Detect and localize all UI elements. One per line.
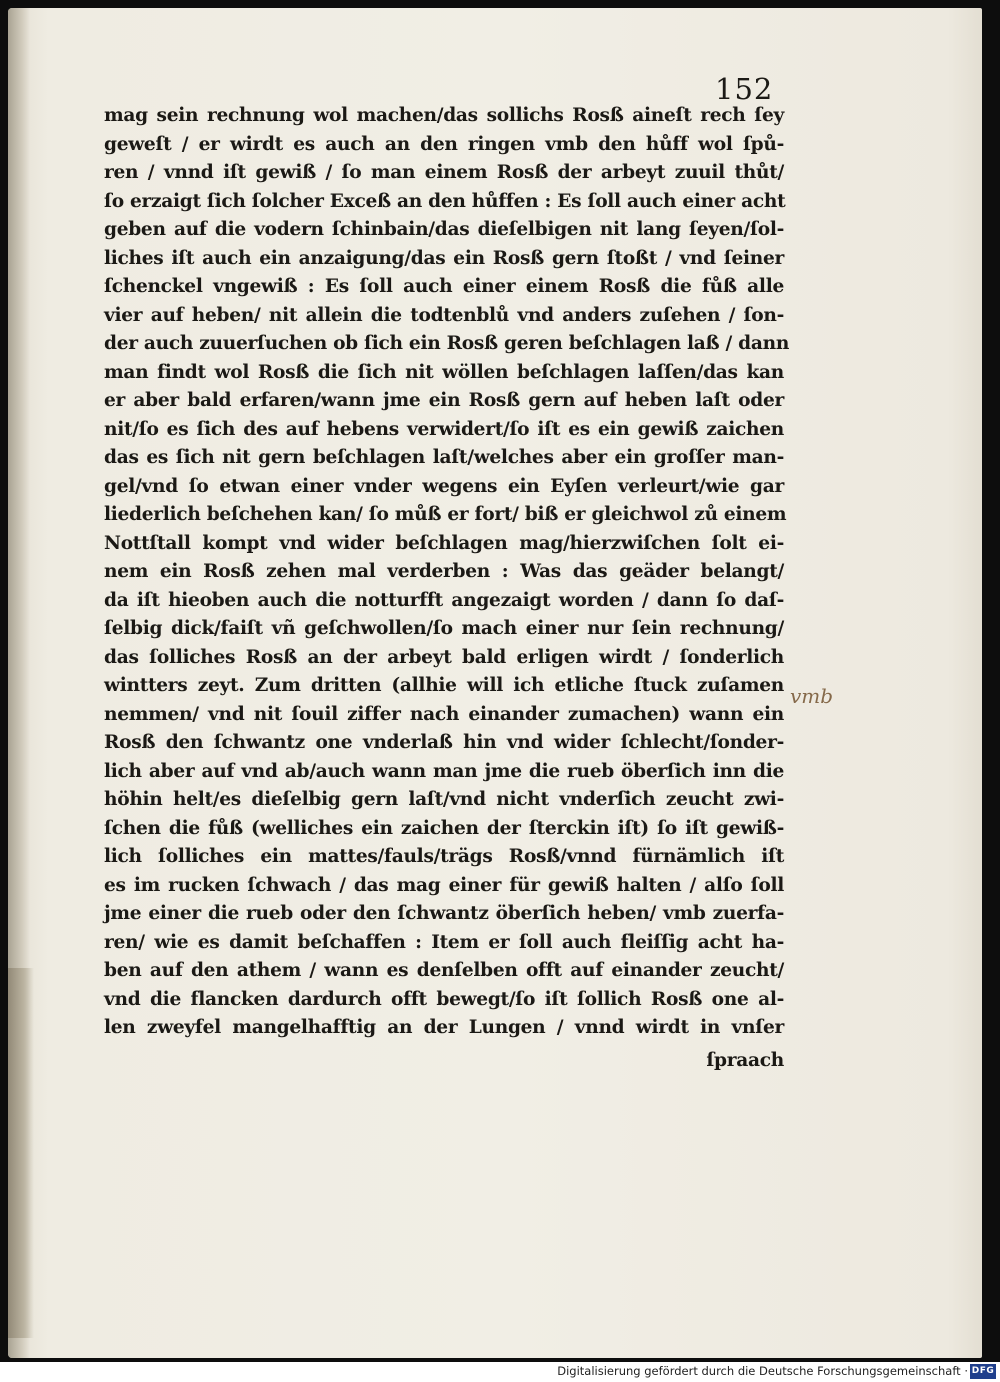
- text-line: gel/vnd ſo etwan einer vnder wegens ein Eyſen verleurt/wie gar: [104, 475, 784, 497]
- text-line: er aber bald erfaren/wann jme ein Rosß gern auf heben laſt oder: [104, 390, 784, 411]
- text-line: ren / vnnd iſt gewiß / ſo man einem Rosß der arbeyt zuuil thůt/: [104, 162, 784, 183]
- text-line: es im rucken ſchwach / das mag einer für gewiß halten / alſo ſoll: [104, 874, 784, 896]
- text-line: Nottſtall kompt vnd wider beſchlagen mag/hierzwiſchen ſolt ei-: [104, 532, 784, 554]
- catchword: ſpraach: [706, 1049, 784, 1071]
- text-line: lich aber auf vnd ab/auch wann man jme die rueb öberſich inn die: [104, 760, 784, 782]
- text-line: wintters zeyt. Zum dritten (allhie will ich etliche ſtuck zuſamen: [104, 675, 784, 696]
- funding-credit: Digitalisierung gefördert durch die Deutsche Forschungsgemeinschaft ·: [557, 1364, 968, 1378]
- text-line: ren/ wie es damit beſchaffen : Item er ſoll auch fleiſſig acht ha-: [104, 931, 784, 953]
- marginal-note: vmb: [790, 684, 834, 708]
- text-line: da iſt hieoben auch die notturfft angezaigt worden / dann ſo daſ-: [104, 589, 784, 611]
- text-line: geweſt / er wirdt es auch an den ringen vmb den hůff wol ſpů-: [104, 133, 784, 155]
- footer-bar: [0, 1362, 1000, 1382]
- text-line: man findt wol Rosß die ſich nit wöllen beſchlagen laſſen/das kan: [104, 361, 784, 383]
- text-line: lich ſolliches ein mattes/fauls/trägs Rosß/vnnd fürnämlich iſt: [104, 846, 784, 867]
- text-line: ſelbig dick/faiſt vñ geſchwollen/ſo mach einer nur ſein rechnung/: [104, 618, 784, 639]
- body-text: [104, 102, 790, 1075]
- text-line: nit/ſo es ſich des auf hebens verwidert/ſo iſt es ein gewiß zaichen: [104, 418, 784, 440]
- text-line: liches iſt auch ein anzaigung/das ein Rosß gern ſtoßt / vnd ſeiner: [104, 247, 784, 269]
- text-line-underlined: nemmen/ vnd nit ſouil ziffer nach einander zumachen) wann ein: [104, 703, 784, 725]
- text-line: geben auf die vodern ſchinbain/das dieſelbigen nit lang ſeyen/ſol-: [104, 219, 784, 240]
- text-line: Rosß den ſchwantz one vnderlaß hin vnd wider ſchlecht/ſonder-: [104, 732, 784, 753]
- dfg-logo-icon: DFG: [970, 1364, 996, 1379]
- page-number: 152: [715, 72, 774, 106]
- text-line: das ſolliches Rosß an der arbeyt bald erligen wirdt / ſonderlich: [104, 646, 784, 668]
- page-wear-stain: [8, 968, 34, 1338]
- text-line: ben auf den athem / wann es denſelben offt auf einander zeucht/: [104, 960, 784, 981]
- text-line: das es ſich nit gern beſchlagen laſt/welches aber ein groſſer man-: [104, 447, 784, 468]
- text-line: ſo erzaigt ſich ſolcher Exceß an den hůffen : Es ſoll auch einer acht: [104, 190, 786, 212]
- text-line: der auch zuuerſuchen ob ſich ein Rosß geren beſchlagen laß / dann: [104, 333, 790, 354]
- text-line: ſchenckel vngewiß : Es ſoll auch einer einem Rosß die fůß alle: [104, 276, 784, 297]
- text-line: höhin helt/es dieſelbig gern laſt/vnd nicht vnderſich zeucht zwi-: [104, 789, 784, 810]
- text-line: len zweyfel mangelhafftig an der Lungen / vnnd wirdt in vnſer: [104, 1017, 784, 1038]
- text-line: mag sein rechnung wol machen/das sollichs Rosß aineſt rech ſey: [104, 105, 784, 126]
- text-line: vnd die flancken dardurch offt bewegt/ſo iſt ſollich Rosß one al-: [104, 988, 784, 1010]
- text-line: vier auf heben/ nit allein die todtenblů vnd anders zuſehen / ſon-: [104, 304, 784, 326]
- text-line: nem ein Rosß zehen mal verderben : Was das geäder belangt/: [104, 561, 784, 582]
- text-line: liederlich beſchehen kan/ ſo můß er fort/ biß er gleichwol zů einem: [104, 504, 787, 525]
- text-line: ſchen die fůß (welliches ein zaichen der ſterckin iſt) ſo iſt gewiß-: [104, 817, 784, 839]
- text-line: jme einer die rueb oder den ſchwantz öberſich heben/ vmb zuerfa-: [104, 903, 784, 924]
